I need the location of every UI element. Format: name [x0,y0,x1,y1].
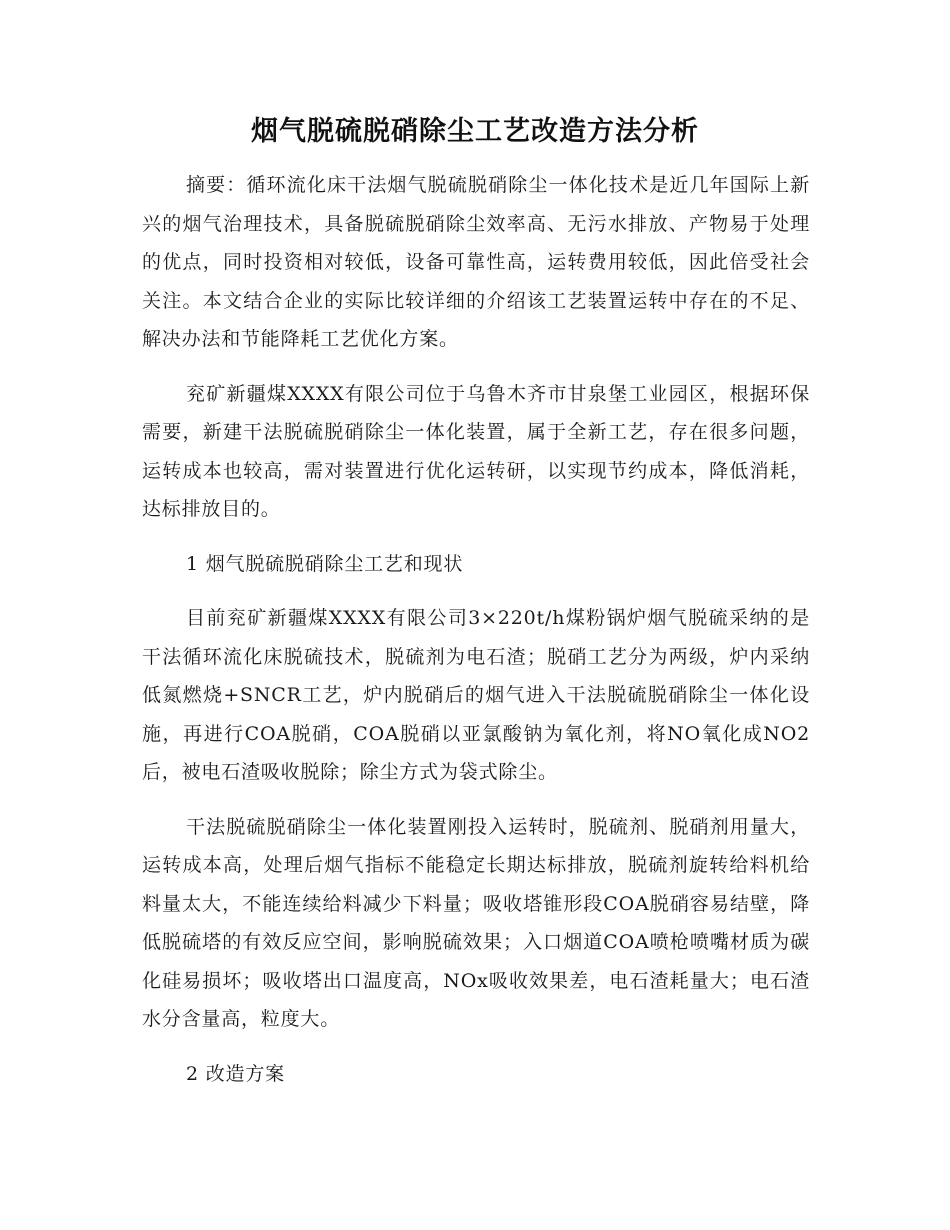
section-1-heading: 1 烟气脱硫脱硝除尘工艺和现状 [186,552,464,575]
document-title: 烟气脱硫脱硝除尘工艺改造方法分析 [251,116,699,147]
abstract-paragraph: 摘要：循环流化床干法烟气脱硫脱硝除尘一体化技术是近几年国际上新兴的烟气治理技术，具备脱硫脱硝除尘效率高、无污水排放、产物易于处理的优点，同时投资相对较低，设备可靠性高，运转费用较低，因此倍受社会关注。本文结合企业的实际比较详细的介绍该工艺装置运转中存在的不足、解决办法和节能降耗工艺优化方案。 [142,174,810,350]
section-1-paragraph-1: 目前兖矿新疆煤XXXX有限公司3×220t/h煤粉锅炉烟气脱硫采纳的是干法循环流化床脱硫技术，脱硫剂为电石渣；脱硝工艺分为两级，炉内采纳低氮燃烧+SNCR工艺，炉内脱硝后的烟气进入干法脱硫脱硝除尘一体化设施，再进行COA脱硝，COA脱硝以亚氯酸钠为氧化剂，将NO氧化成NO2后，被电石渣吸收脱除；除尘方式为袋式除尘。 [142,607,810,783]
document-body [142,166,810,1109]
section-2-heading: 2 改造方案 [186,1062,285,1085]
intro-paragraph: 兖矿新疆煤XXXX有限公司位于乌鲁木齐市甘泉堡工业园区，根据环保需要，新建干法脱硫脱硝除尘一体化装置，属于全新工艺，存在很多问题，运转成本也较高，需对装置进行优化运转研，以实现节约成本，降低消耗，达标排放目的。 [142,382,810,520]
section-1-paragraph-2: 干法脱硫脱硝除尘一体化装置刚投入运转时，脱硫剂、脱硝剂用量大，运转成本高，处理后烟气指标不能稳定长期达标排放，脱硫剂旋转给料机给料量太大，不能连续给料减少下料量；吸收塔锥形段COA脱硝容易结壁，降低脱硫塔的有效反应空间，影响脱硫效果；入口烟道COA喷枪喷嘴材质为碳化硅易损坏；吸收塔出口温度高，NOx吸收效果差，电石渣耗量大；电石渣水分含量高，粒度大。 [142,815,810,1030]
